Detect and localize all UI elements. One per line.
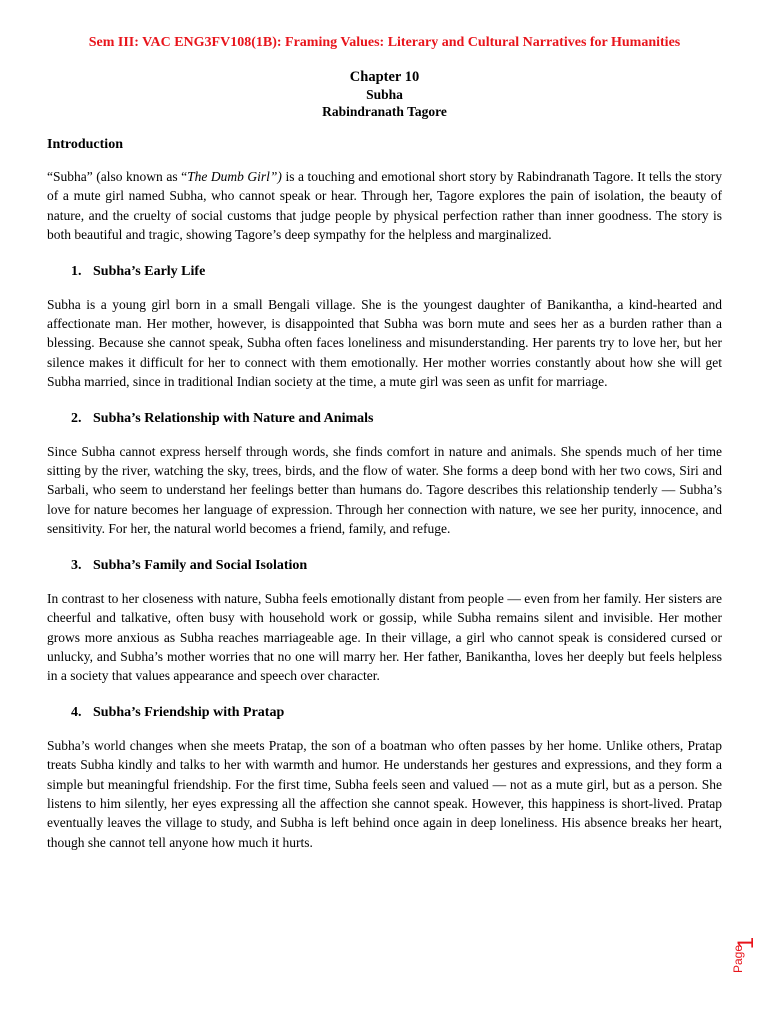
introduction-heading: Introduction (47, 137, 123, 152)
intro-italic-title: The Dumb Girl”) (187, 169, 282, 184)
page-number-marker (730, 930, 764, 980)
chapter-number: Chapter 10 (349, 69, 420, 85)
title-block (47, 69, 722, 120)
section-paragraph-family: In contrast to her closeness with nature, Subha feels emotionally distant from people — even from her family. Her sisters are cheerful and talkative, often busy with household work or gossip, while Subha remains silent and invisible. Her mother grows more anxious as Subha reaches marriageable age. In their village, a girl who cannot speak is considered cursed or unlucky, and Subha’s mother worries that no one will marry her. Her father, Banikantha, loves her deeply but feels helpless in a society that values appearance and speech over character. (47, 590, 722, 684)
section-paragraph-pratap: Subha’s world changes when she meets Pratap, the son of a boatman who often passes by her home. Unlike others, Pratap treats Subha kindly and talks to her with warmth and humor. He understands her gestures and expressions, and they form a simple but meaningful friendship. For the first time, Subha feels seen and valued — not as a mute girl, but as a person. She listens to him silently, her eyes expressing all the affection she cannot speak. However, this happiness is short-lived. Pratap eventually leaves the village to study, and Subha is left behind once again in deep loneliness. His absence breaks her heart, though she cannot tell anyone how much it hurts. (47, 737, 722, 850)
section-title: Subha’s Friendship with Pratap (93, 704, 285, 720)
intro-text-start: “Subha” (also known as “ (47, 169, 188, 184)
section-title: Subha’s Family and Social Isolation (93, 557, 308, 573)
author-name: Rabindranath Tagore (322, 104, 447, 119)
page-number: 1 (733, 936, 759, 950)
section-number: 1. (71, 263, 82, 279)
section-heading-nature (47, 409, 722, 428)
story-title: Subha (366, 87, 403, 102)
document-page (47, 34, 722, 852)
section-heading-early-life (47, 262, 722, 281)
course-header: Sem III: VAC ENG3FV108(1B): Framing Values: Literary and Cultural Narratives for Humanities (88, 35, 681, 50)
section-title: Subha’s Relationship with Nature and Animals (93, 410, 374, 426)
section-number: 4. (71, 704, 82, 720)
intro-text-rest: is a touching and emotional short story by Rabindranath Tagore. It tells the story of a mute girl named Subha, who cannot speak or hear. Through her, Tagore explores the pain of isolation, the beauty of nature, and the cruelty of social customs that judge people by physical perfection rather than inner goodness. The story is both beautiful and tragic, showing Tagore’s deep sympathy for the helpless and marginalized. (47, 169, 722, 243)
section-paragraph-nature: Since Subha cannot express herself through words, she finds comfort in nature and animals. She spends much of her time sitting by the river, watching the sky, trees, birds, and the flow of water. She forms a deep bond with her two cows, Siri and Sarbali, who seem to understand her feelings better than humans do. Tagore describes this relationship tenderly — Subha’s love for nature becomes her language of expression. Through her connection with nature, we see her purity, innocence, and sensitivity. For her, the natural world becomes a friend, family, and refuge. (47, 443, 722, 537)
section-number: 2. (71, 410, 82, 426)
section-paragraph-early-life: Subha is a young girl born in a small Bengali village. She is the youngest daughter of Banikantha, a kind-hearted and affectionate man. Her mother, however, is disappointed that Subha was born mute and sees her as a burden rather than a blessing. Because she cannot speak, Subha often faces loneliness and misunderstanding. Her parents try to love her, but her silence makes it difficult for her to connect with them emotionally. Her mother worries constantly about how she will get Subha married, since in traditional Indian society at the time, a mute girl was seen as unfit for marriage. (47, 296, 722, 390)
introduction-paragraph (47, 167, 722, 245)
section-title: Subha’s Early Life (93, 263, 206, 279)
section-heading-pratap (47, 703, 722, 722)
page-label: Page (731, 944, 746, 974)
section-number: 3. (71, 557, 82, 573)
section-heading-family (47, 556, 722, 575)
